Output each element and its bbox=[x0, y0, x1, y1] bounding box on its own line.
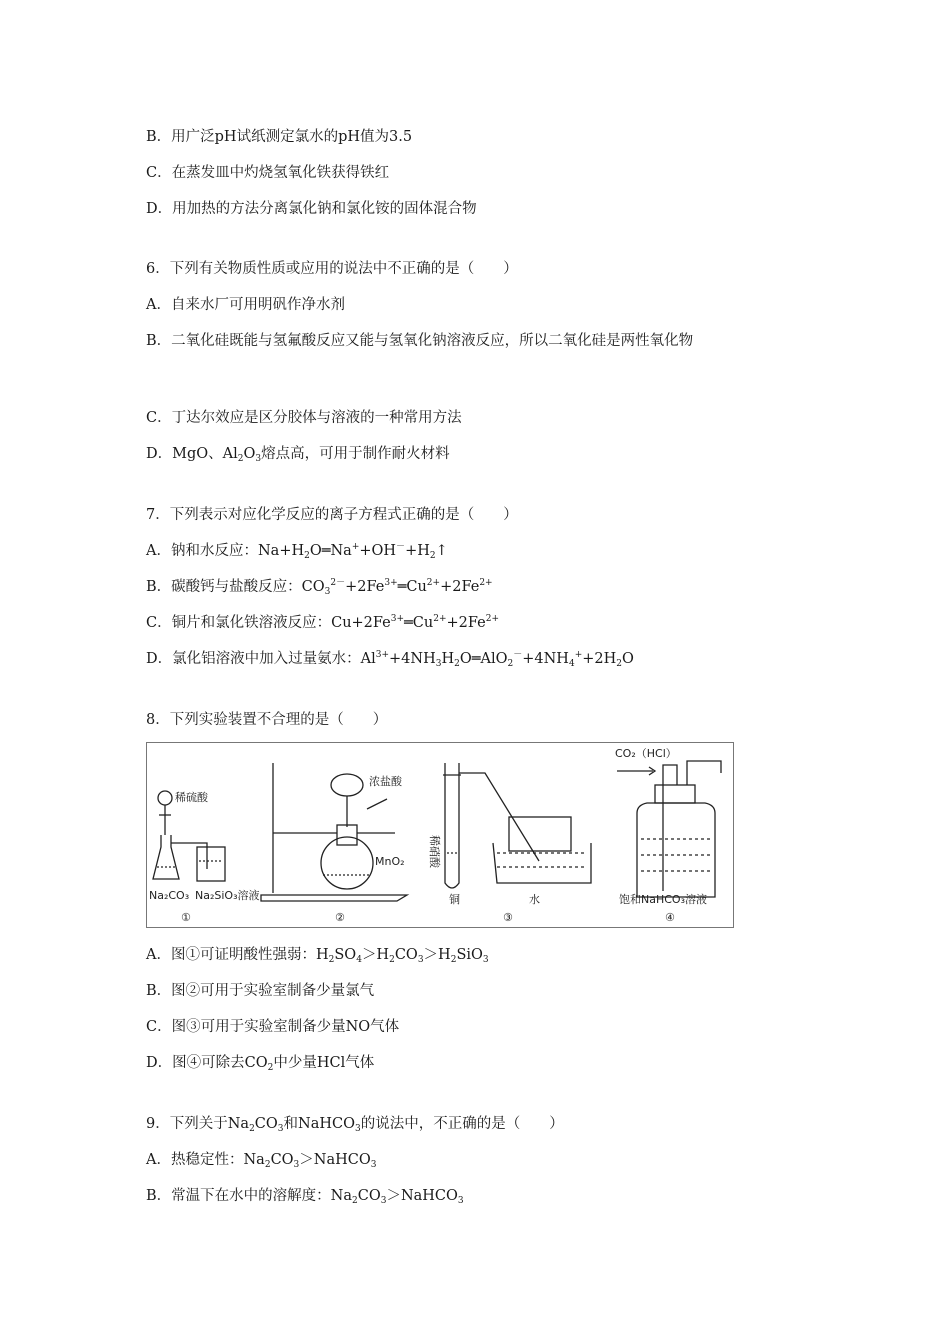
f1-label-top: 稀硫酸 bbox=[175, 791, 208, 804]
f3-number: ③ bbox=[503, 911, 513, 924]
f3-label-left: 稀硝酸 bbox=[428, 835, 441, 868]
q8-option-d: D．图④可除去$CO_2$中少量HCl气体 bbox=[146, 1055, 375, 1073]
q7-option-d: D．氯化铝溶液中加入过量氨水：$Al^{3+}+4NH_3H_2O═AlO_2^-+4NH_4^++2H_2O$ bbox=[146, 650, 634, 669]
f4-label-bottom: 饱和NaHCO₃溶液 bbox=[619, 893, 707, 906]
apparatus-drawing bbox=[147, 743, 735, 929]
q9-option-a: A．热稳定性：$Na_2CO_3>NaHCO_3$ bbox=[146, 1152, 377, 1170]
q7-option-b: B．碳酸钙与盐酸反应：$CO_3^{2-}+2Fe^{3+}═Cu^{2+}+2Fe^{2+}$ bbox=[146, 578, 493, 597]
q6-option-a: A．自来水厂可用明矾作净水剂 bbox=[146, 297, 345, 313]
q6-option-b: B．二氧化硅既能与氢氟酸反应又能与氢氧化钠溶液反应，所以二氧化硅是两性氧化物 bbox=[146, 333, 694, 349]
f1-label-right: Na₂SiO₃溶液 bbox=[195, 889, 260, 902]
f1-number: ① bbox=[181, 911, 191, 924]
f4-number: ④ bbox=[665, 911, 675, 924]
f2-label-right: MnO₂ bbox=[375, 855, 405, 868]
apparatus-1 bbox=[153, 791, 225, 881]
f3-label-bottom-left: 铜 bbox=[449, 893, 460, 906]
q6-option-d: D．MgO、$Al_2O_3$熔点高，可用于制作耐火材料 bbox=[146, 446, 450, 464]
f3-label-bottom-right: 水 bbox=[529, 893, 540, 906]
q5-option-c: C．在蒸发皿中灼烧氢氧化铁获得铁红 bbox=[146, 165, 390, 181]
q5-option-d: D．用加热的方法分离氯化钠和氯化铵的固体混合物 bbox=[146, 201, 477, 217]
q8-stem: 8．下列实验装置不合理的是（ ） bbox=[146, 712, 388, 728]
q9-option-b: B．常温下在水中的溶解度：$Na_2CO_3>NaHCO_3$ bbox=[146, 1188, 464, 1206]
q8-option-a: A．图①可证明酸性强弱：$H_2SO_4>H_2CO_3>H_2SiO_3$ bbox=[146, 947, 489, 965]
apparatus-3 bbox=[443, 763, 591, 888]
f2-number: ② bbox=[335, 911, 345, 924]
apparatus-4 bbox=[617, 761, 721, 897]
q8-option-c: C．图③可用于实验室制备少量NO气体 bbox=[146, 1019, 400, 1035]
q7-option-c: C．铜片和氯化铁溶液反应：$Cu+2Fe^{3+}═Cu^{2+}+2Fe^{2+}$ bbox=[146, 614, 500, 631]
q5-option-b: B．用广泛pH试纸测定氯水的pH值为3.5 bbox=[146, 129, 413, 145]
f2-label-top: 浓盐酸 bbox=[369, 775, 402, 788]
q6-stem: 6．下列有关物质性质或应用的说法中不正确的是（ ） bbox=[146, 261, 518, 277]
q7-stem: 7．下列表示对应化学反应的离子方程式正确的是（ ） bbox=[146, 507, 518, 523]
q7-option-a: A．钠和水反应：$Na+H_2O═Na^++OH^-+H_2↑$ bbox=[146, 542, 448, 561]
f1-label-left: Na₂CO₃ bbox=[149, 889, 190, 902]
f4-label-top: CO₂（HCl） bbox=[615, 747, 677, 760]
q6-option-c: C．丁达尔效应是区分胶体与溶液的一种常用方法 bbox=[146, 410, 462, 426]
q9-stem: 9．下列关于$Na_2CO_3$和NaHCO$_3$的说法中，不正确的是（ ） bbox=[146, 1116, 564, 1134]
q8-apparatus-figure bbox=[146, 742, 734, 928]
q8-option-b: B．图②可用于实验室制备少量氯气 bbox=[146, 983, 375, 999]
